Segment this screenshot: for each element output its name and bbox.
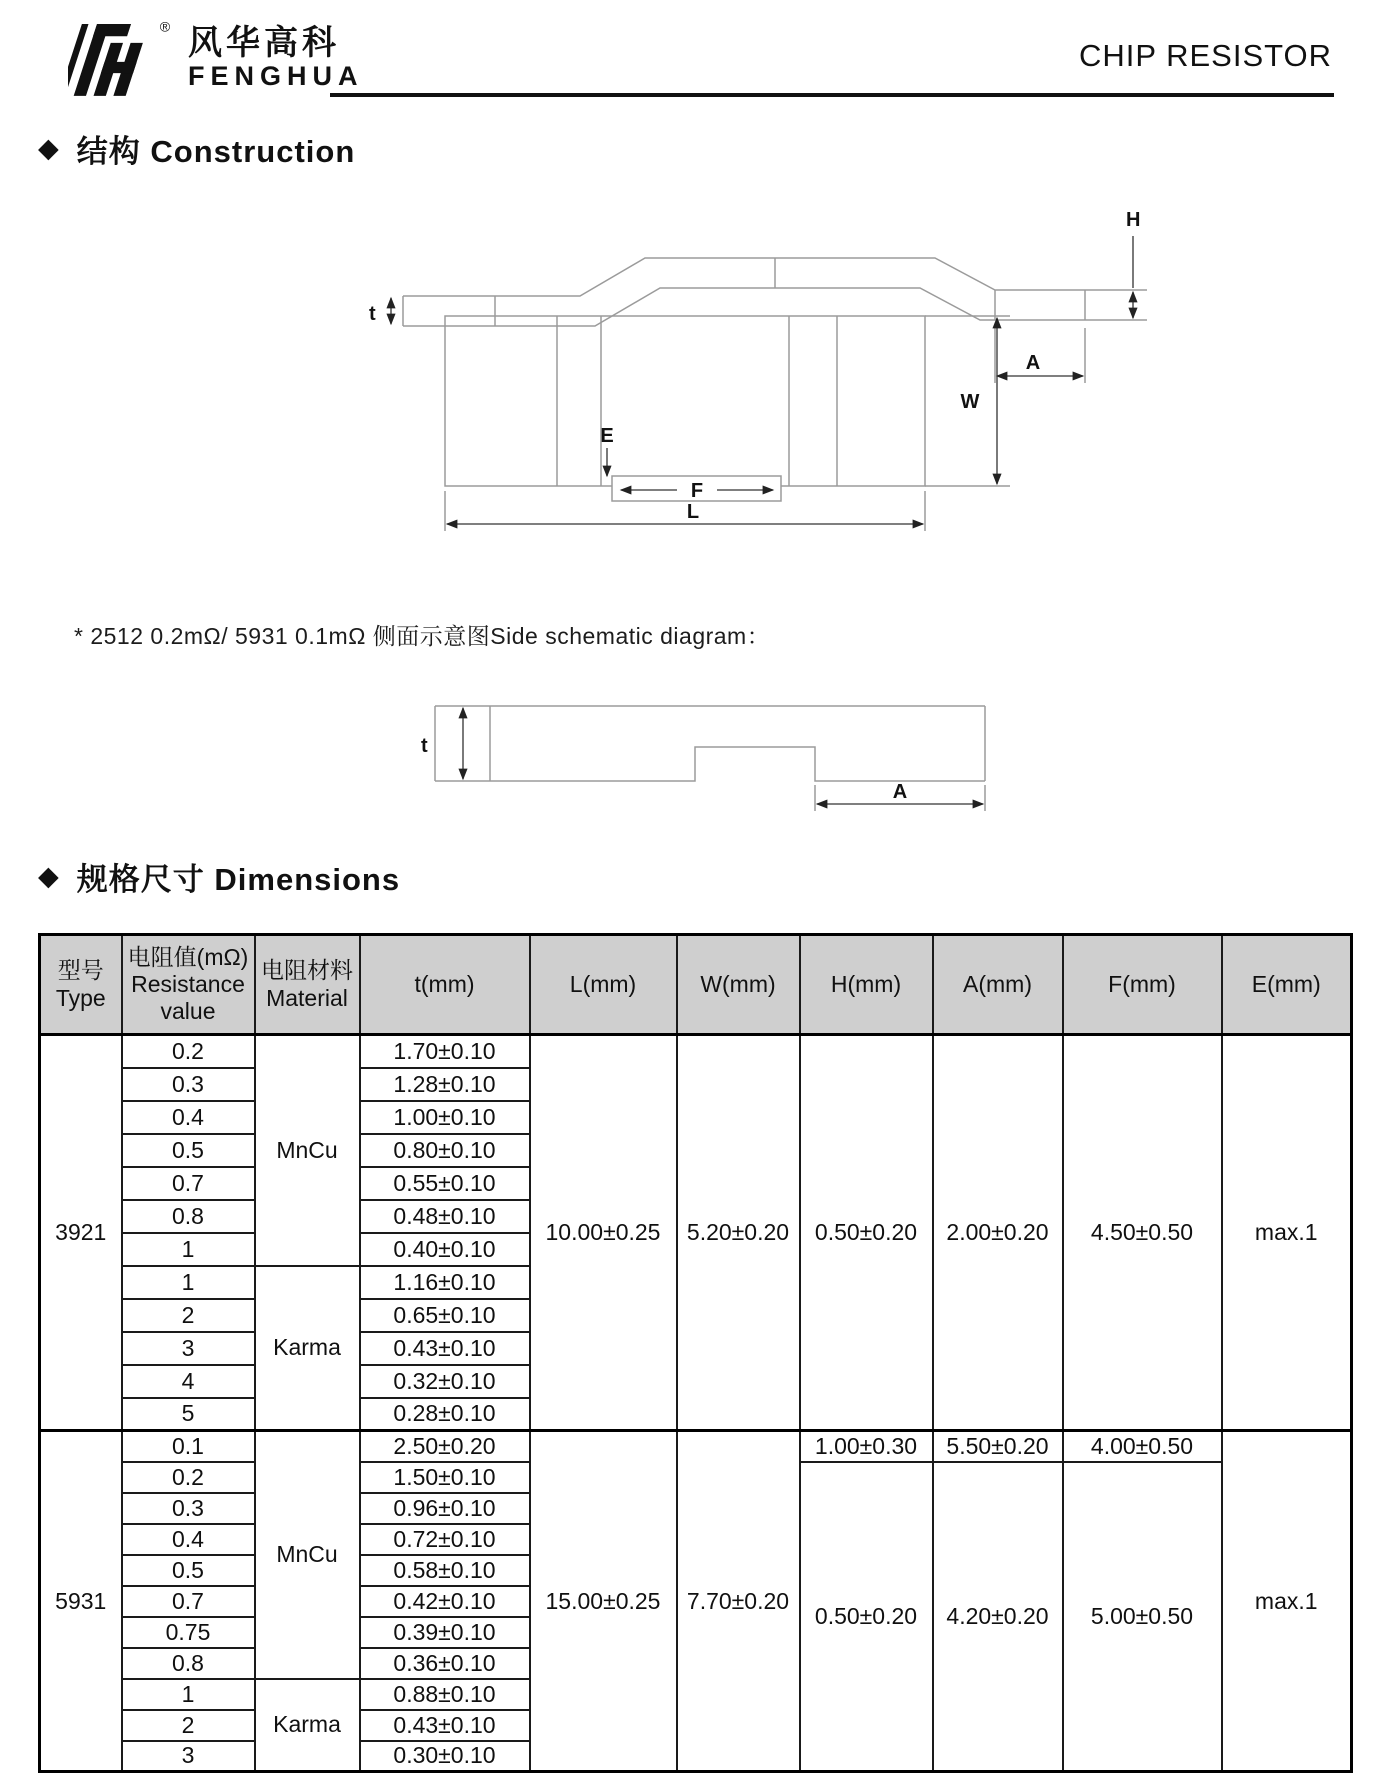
t-cell: 0.88±0.10	[360, 1679, 530, 1710]
resistance-cell: 3	[122, 1332, 255, 1365]
h-cell: 0.50±0.20	[800, 1035, 933, 1431]
fenghua-logo-mark	[68, 16, 172, 102]
brand-name-cn: 风华高科	[188, 24, 340, 63]
f-cell: 5.00±0.50	[1063, 1462, 1222, 1772]
dimensions-title-en: Dimensions	[214, 862, 401, 897]
col-header-a: A(mm)	[933, 935, 1063, 1035]
a-cell: 4.20±0.20	[933, 1462, 1063, 1772]
t-cell: 0.43±0.10	[360, 1332, 530, 1365]
dim-label-F: F	[690, 480, 704, 502]
side-schematic-note: * 2512 0.2mΩ/ 5931 0.1mΩ 侧面示意图Side schematic diagram：	[74, 623, 771, 649]
col-header-material-en: Material	[266, 984, 348, 1011]
h-cell: 1.00±0.30	[800, 1431, 933, 1462]
col-header-t: t(mm)	[360, 935, 530, 1035]
l-cell: 15.00±0.25	[530, 1431, 677, 1772]
w-cell: 5.20±0.20	[677, 1035, 800, 1431]
dim-label-t: t	[421, 735, 428, 757]
resistance-cell: 4	[122, 1365, 255, 1398]
t-cell: 0.32±0.10	[360, 1365, 530, 1398]
col-header-resistance-en: Resistance	[131, 970, 245, 997]
resistance-cell: 2	[122, 1710, 255, 1741]
material-cell: MnCu	[255, 1035, 360, 1266]
col-header-w: W(mm)	[677, 935, 800, 1035]
dimensions-table	[38, 933, 1353, 1773]
diamond-bullet-icon: ◆	[38, 861, 59, 891]
registered-mark: ®	[159, 19, 171, 36]
resistance-cell: 0.4	[122, 1524, 255, 1555]
t-cell: 0.48±0.10	[360, 1200, 530, 1233]
resistance-cell: 0.8	[122, 1200, 255, 1233]
t-cell: 0.28±0.10	[360, 1398, 530, 1431]
resistance-cell: 0.1	[122, 1431, 255, 1462]
diamond-bullet-icon: ◆	[38, 133, 59, 163]
part-outline	[445, 316, 1010, 531]
t-cell: 1.16±0.10	[360, 1266, 530, 1299]
f-cell: 4.00±0.50	[1063, 1431, 1222, 1462]
page-title: CHIP RESISTOR	[1078, 38, 1332, 73]
col-header-material-cn: 电阻材料	[261, 957, 353, 984]
t-cell: 1.70±0.10	[360, 1035, 530, 1068]
t-cell: 0.72±0.10	[360, 1524, 530, 1555]
col-header-l: L(mm)	[530, 935, 677, 1035]
col-header-type-en: Type	[55, 984, 106, 1011]
resistance-cell: 0.8	[122, 1648, 255, 1679]
t-cell: 0.30±0.10	[360, 1741, 530, 1772]
t-cell: 0.80±0.10	[360, 1134, 530, 1167]
resistance-cell: 2	[122, 1299, 255, 1332]
table-row	[40, 1431, 1352, 1462]
header-divider	[330, 93, 1334, 97]
brand-text	[188, 26, 364, 91]
f-cell: 4.50±0.50	[1063, 1035, 1222, 1431]
resistance-cell: 0.3	[122, 1068, 255, 1101]
resistance-cell: 0.7	[122, 1167, 255, 1200]
dim-label-A: A	[892, 781, 908, 803]
t-cell: 0.43±0.10	[360, 1710, 530, 1741]
t-cell: 1.00±0.10	[360, 1101, 530, 1134]
material-cell: Karma	[255, 1266, 360, 1431]
t-cell: 1.28±0.10	[360, 1068, 530, 1101]
table-section-5931	[40, 1431, 1352, 1772]
dim-label-W: W	[960, 391, 980, 413]
resistance-cell: 0.5	[122, 1134, 255, 1167]
resistance-cell: 1	[122, 1679, 255, 1710]
col-header-resistance	[122, 935, 255, 1035]
dimensions-title-cn: 规格尺寸	[76, 862, 205, 897]
resistance-cell: 0.5	[122, 1555, 255, 1586]
t-cell: 0.40±0.10	[360, 1233, 530, 1266]
brand-logo	[68, 16, 364, 102]
e-cell: max.1	[1222, 1431, 1352, 1772]
material-cell: MnCu	[255, 1431, 360, 1679]
table-row	[40, 1035, 1352, 1068]
dim-label-L: L	[686, 501, 700, 523]
dimensions-table-wrap	[38, 933, 1353, 1773]
resistance-cell: 0.3	[122, 1493, 255, 1524]
table-header-row	[40, 935, 1352, 1035]
resistance-cell: 0.4	[122, 1101, 255, 1134]
resistance-cell: 0.2	[122, 1462, 255, 1493]
construction-title-en: Construction	[150, 134, 356, 169]
col-header-f: F(mm)	[1063, 935, 1222, 1035]
dim-label-H: H	[1126, 209, 1141, 231]
t-cell: 0.36±0.10	[360, 1648, 530, 1679]
resistance-cell: 0.75	[122, 1617, 255, 1648]
type-cell: 3921	[40, 1035, 122, 1431]
resistance-cell: 3	[122, 1741, 255, 1772]
col-header-type	[40, 935, 122, 1035]
a-cell: 5.50±0.20	[933, 1431, 1063, 1462]
l-cell: 10.00±0.25	[530, 1035, 677, 1431]
col-header-h: H(mm)	[800, 935, 933, 1035]
side-schematic-diagram	[395, 686, 995, 821]
e-cell: max.1	[1222, 1035, 1352, 1431]
col-header-resistance-en2: value	[160, 998, 216, 1025]
construction-title-cn: 结构	[76, 134, 141, 169]
col-header-resistance-cn: 电阻值(mΩ)	[127, 943, 249, 970]
section-title-construction	[38, 126, 355, 171]
brand-name-en: FENGHUA	[188, 61, 364, 91]
dim-label-E: E	[600, 425, 614, 447]
t-cell: 0.96±0.10	[360, 1493, 530, 1524]
material-cell: Karma	[255, 1679, 360, 1772]
col-header-type-cn: 型号	[57, 957, 104, 984]
section-title-dimensions	[38, 854, 400, 899]
t-cell: 2.50±0.20	[360, 1431, 530, 1462]
t-cell: 0.65±0.10	[360, 1299, 530, 1332]
t-cell: 0.39±0.10	[360, 1617, 530, 1648]
a-cell: 2.00±0.20	[933, 1035, 1063, 1431]
resistance-cell: 1	[122, 1266, 255, 1299]
w-cell: 7.70±0.20	[677, 1431, 800, 1772]
resistance-cell: 5	[122, 1398, 255, 1431]
resistance-cell: 0.7	[122, 1586, 255, 1617]
construction-top-view-diagram	[425, 296, 1065, 556]
dim-label-t: t	[369, 303, 376, 325]
col-header-material	[255, 935, 360, 1035]
resistance-cell: 1	[122, 1233, 255, 1266]
dim-label-A: A	[1025, 352, 1041, 374]
resistance-cell: 0.2	[122, 1035, 255, 1068]
col-header-e: E(mm)	[1222, 935, 1352, 1035]
t-cell: 0.55±0.10	[360, 1167, 530, 1200]
h-cell: 0.50±0.20	[800, 1462, 933, 1772]
t-cell: 1.50±0.10	[360, 1462, 530, 1493]
t-cell: 0.58±0.10	[360, 1555, 530, 1586]
table-section-3921	[40, 1035, 1352, 1431]
t-cell: 0.42±0.10	[360, 1586, 530, 1617]
type-cell: 5931	[40, 1431, 122, 1772]
